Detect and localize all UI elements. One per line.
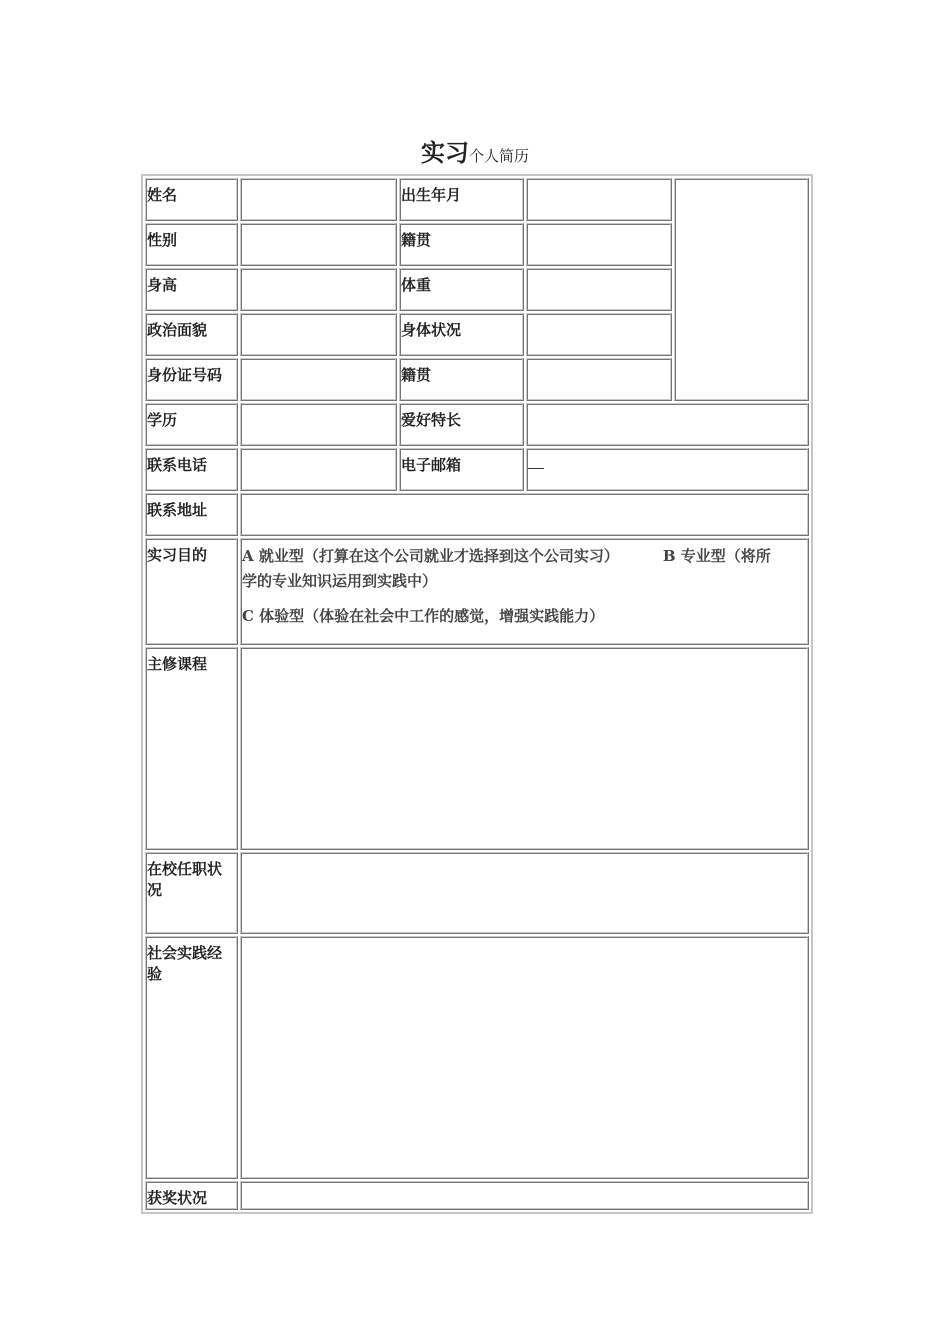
purpose-option-b-cont: 学的专业知识运用到实践中） (242, 572, 438, 590)
purpose-option-c[interactable]: C 体验型（体验在社会中工作的感觉，增强实践能力） (242, 607, 605, 625)
document-title (0, 133, 950, 168)
title-main: 实习 (420, 138, 469, 167)
input-height[interactable] (240, 268, 397, 311)
input-name[interactable] (240, 178, 397, 221)
title-sub: 个人简历 (468, 147, 529, 165)
input-courses[interactable] (240, 647, 809, 850)
label-gender: 性别 (145, 223, 238, 266)
label-phone: 联系电话 (145, 448, 238, 491)
input-political-status[interactable] (240, 313, 397, 356)
resume-form-table (141, 174, 813, 1214)
label-birth: 出生年月 (399, 178, 524, 221)
input-id-number[interactable] (240, 358, 397, 401)
label-awards: 获奖状况 (145, 1181, 238, 1210)
label-name: 姓名 (145, 178, 238, 221)
purpose-option-a[interactable]: A 就业型（打算在这个公司就业才选择到这个公司实习） (242, 547, 619, 565)
purpose-options[interactable] (240, 538, 809, 645)
label-political-status: 政治面貌 (145, 313, 238, 356)
label-weight: 体重 (399, 268, 524, 311)
input-school-roles[interactable] (240, 852, 809, 934)
label-school-roles: 在校任职状 况 (145, 852, 238, 934)
label-education: 学历 (145, 403, 238, 446)
label-courses: 主修课程 (145, 647, 238, 850)
input-native-place-2[interactable] (526, 358, 672, 401)
email-underline (528, 454, 544, 469)
label-address: 联系地址 (145, 493, 238, 536)
input-phone[interactable] (240, 448, 397, 491)
purpose-option-b[interactable]: B 专业型（将所 (662, 547, 771, 565)
label-hobbies: 爱好特长 (399, 403, 524, 446)
label-health: 身体状况 (399, 313, 524, 356)
input-gender[interactable] (240, 223, 397, 266)
input-address[interactable] (240, 493, 809, 536)
input-social-practice[interactable] (240, 936, 809, 1179)
label-social-practice: 社会实践经 验 (145, 936, 238, 1179)
input-hobbies[interactable] (526, 403, 809, 446)
photo-cell[interactable] (674, 178, 809, 401)
label-native-place: 籍贯 (399, 223, 524, 266)
label-native-place-2: 籍贯 (399, 358, 524, 401)
label-height: 身高 (145, 268, 238, 311)
input-birth[interactable] (526, 178, 672, 221)
label-email: 电子邮箱 (399, 448, 524, 491)
input-email[interactable] (526, 448, 809, 491)
input-awards[interactable] (240, 1181, 809, 1210)
label-id-number: 身份证号码 (145, 358, 238, 401)
label-purpose: 实习目的 (145, 538, 238, 645)
input-native-place[interactable] (526, 223, 672, 266)
input-weight[interactable] (526, 268, 672, 311)
input-education[interactable] (240, 403, 397, 446)
input-health[interactable] (526, 313, 672, 356)
